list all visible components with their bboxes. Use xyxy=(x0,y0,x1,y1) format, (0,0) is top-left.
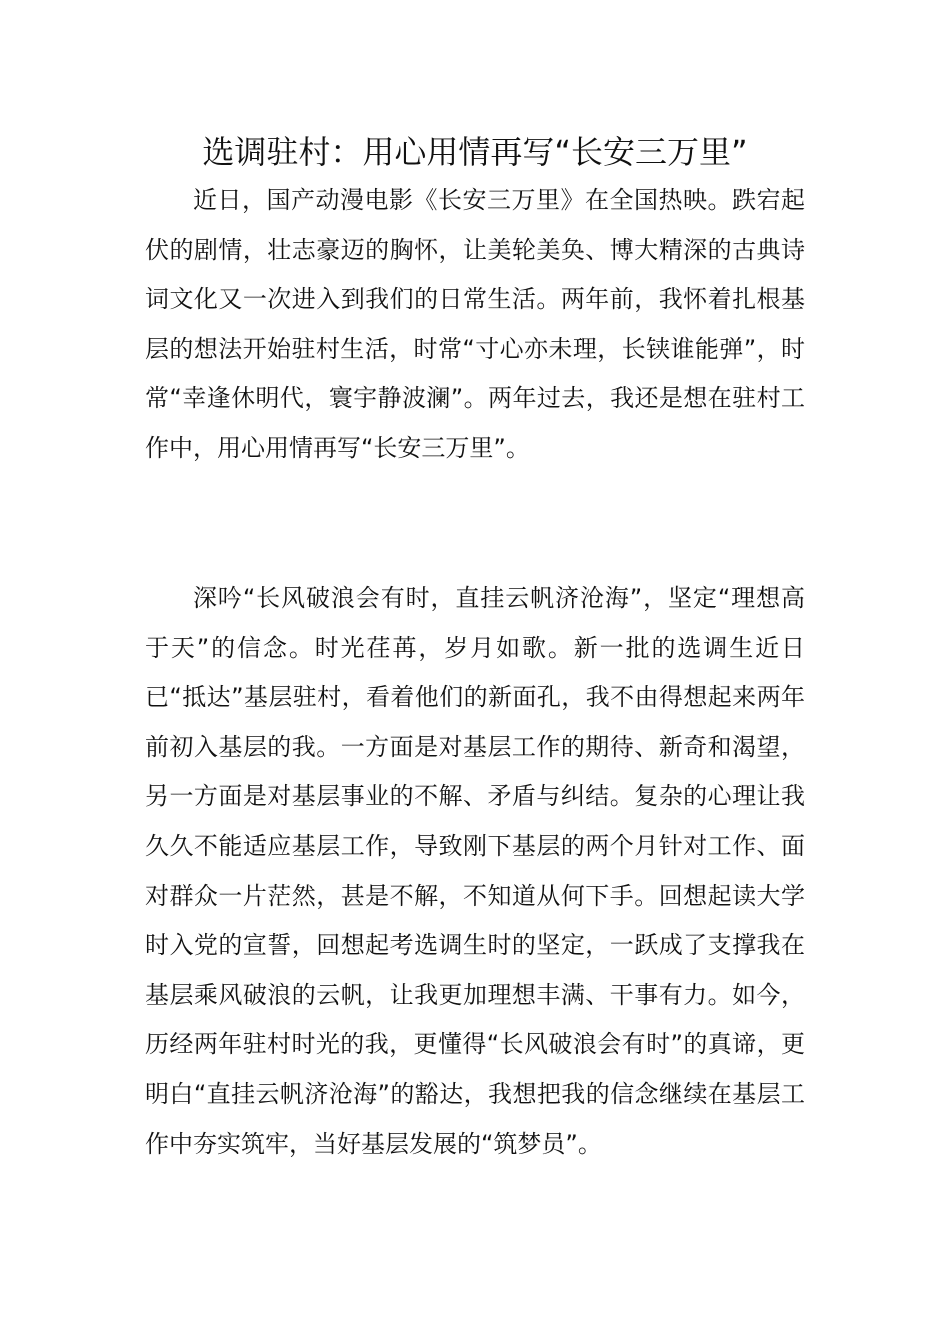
article-title: 选调驻村：用心用情再写“长安三万里” xyxy=(202,133,748,171)
paragraph-1: 近日，国产动漫电影《长安三万里》在全国热映。跌宕起伏的剧情，壮志豪迈的胸怀，让美轮美奂、博大精深的古典诗词文化又一次进入到我们的日常生活。两年前，我怀着扎根基层的想法开始驻村生活，时常“寸心亦未理，长铗谁能弹”，时常“幸逢休明代，寰宇静波澜”。两年过去，我还是想在驻村工作中，用心用情再写“长安三万里”。 xyxy=(145,186,805,462)
paragraph-2: 深吟“长风破浪会有时，直挂云帆济沧海”，坚定“理想高于天”的信念。时光荏苒，岁月如歌。新一批的选调生近日已“抵达”基层驻村，看着他们的新面孔，我不由得想起来两年前初入基层的我。一方面是对基层工作的期待、新奇和渴望，另一方面是对基层事业的不解、矛盾与纠结。复杂的心理让我久久不能适应基层工作，导致刚下基层的两个月针对工作、面对群众一片茫然，甚是不解，不知道从何下手。回想起读大学时入党的宣誓，回想起考选调生时的坚定，一跃成了支撑我在基层乘风破浪的云帆，让我更加理想丰满、干事有力。如今，历经两年驻村时光的我，更懂得“长风破浪会有时”的真谛，更明白“直挂云帆济沧海”的豁达，我想把我的信念继续在基层工作中夯实筑牢，当好基层发展的“筑梦员”。 xyxy=(145,584,805,1158)
